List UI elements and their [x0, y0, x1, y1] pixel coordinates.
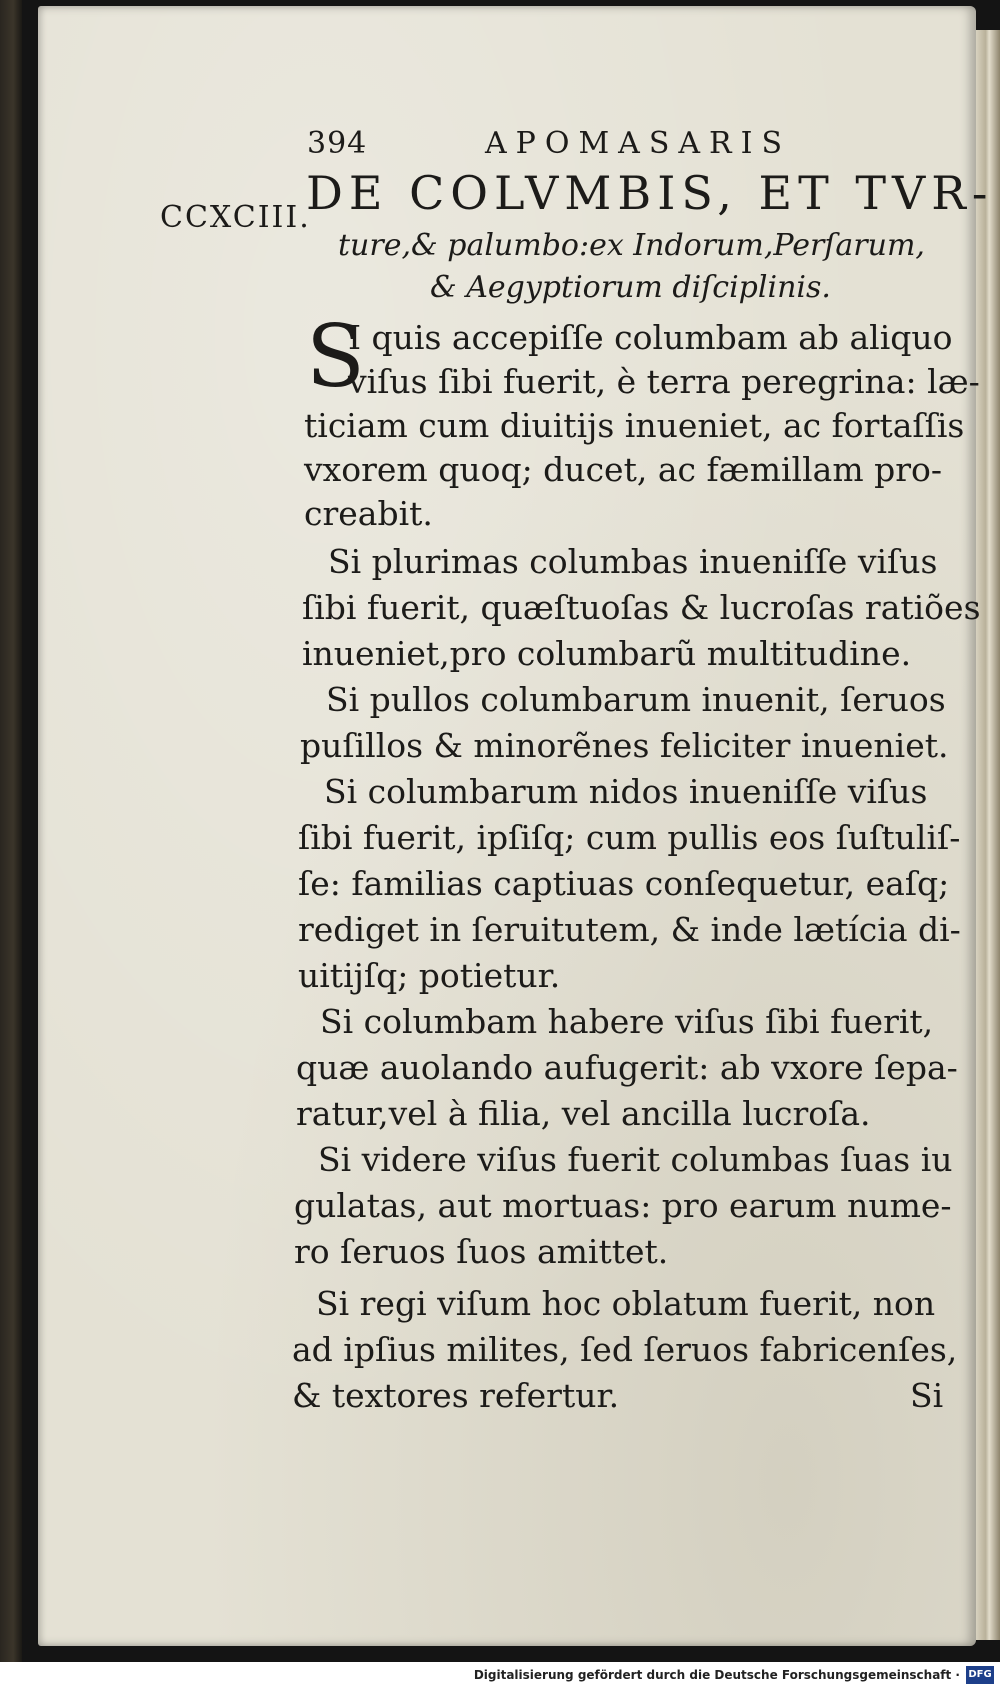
text-line: puſillos & minorẽnes feliciter inueniet. [300, 726, 949, 765]
running-title: APOMASARIS [485, 126, 792, 161]
text-line: Si columbarum nidos inueniſſe viſus [324, 772, 928, 811]
text-line: Si regi viſum hoc oblatum fuerit, non [316, 1284, 936, 1323]
text-line: rediget in ſeruitutem, & inde lætícia di- [298, 910, 961, 949]
text-line: Si videre viſus fuerit columbas ſuas iu [318, 1140, 953, 1179]
text-line: uitijſq; potietur. [298, 956, 561, 995]
text-line: quæ auolando aufugerit: ab vxore ſepa- [296, 1048, 958, 1087]
dfg-logo: DFG [966, 1666, 994, 1684]
text-line: vxorem quoq; ducet, ac fæmillam pro- [304, 450, 943, 489]
text-line: inueniet,pro columbarũ multitudine. [302, 634, 912, 673]
catchword: Si [910, 1376, 944, 1415]
chapter-heading: DE COLVMBIS, ET TVR- [306, 166, 994, 220]
text-line: ſibi fuerit, ipſiſq; cum pullis eos ſuſtuliſ- [298, 818, 961, 857]
text-line: viſus ſibi fuerit, è terra peregrina: læ- [348, 362, 980, 401]
text-line: ticiam cum diuitijs inueniet, ac fortaſſis [304, 406, 965, 445]
text-line: creabit. [304, 494, 433, 533]
running-head [307, 126, 827, 166]
text-line: ratur,vel à filia, vel ancilla lucroſa. [296, 1094, 871, 1133]
text-line: ſibi fuerit, quæſtuoſas & lucroſas ratiões [302, 588, 981, 627]
chapter-subheading-line-2: & Aegyptiorum diſciplinis. [430, 270, 831, 305]
chapter-subheading-line-1: ture,& palumbo:ex Indorum,Perſarum, [338, 228, 925, 263]
funding-note: Digitalisierung gefördert durch die Deutsche Forschungsgemeinschaft · [473, 1668, 960, 1682]
text-line: Si plurimas columbas inueniſſe viſus [328, 542, 938, 581]
text-line: I quis accepiſſe columbam ab aliquo [348, 318, 953, 357]
chapter-number: CCXCIII. [160, 200, 311, 235]
text-line: Si columbam habere viſus ſibi fuerit, [320, 1002, 934, 1041]
text-line: ad ipſius milites, ſed ſeruos fabricenſes, [292, 1330, 958, 1369]
page-number: 394 [307, 126, 368, 161]
text-line: ro ſeruos ſuos amittet. [294, 1232, 669, 1271]
drop-cap: S [306, 307, 365, 407]
text-line: ſe: familias captiuas conſequetur, eaſq; [298, 864, 950, 903]
text-line: & textores refertur. [292, 1376, 620, 1415]
text-line: gulatas, aut mortuas: pro earum nume- [294, 1186, 952, 1225]
text-line: Si pullos columbarum inuenit, ſeruos [326, 680, 946, 719]
